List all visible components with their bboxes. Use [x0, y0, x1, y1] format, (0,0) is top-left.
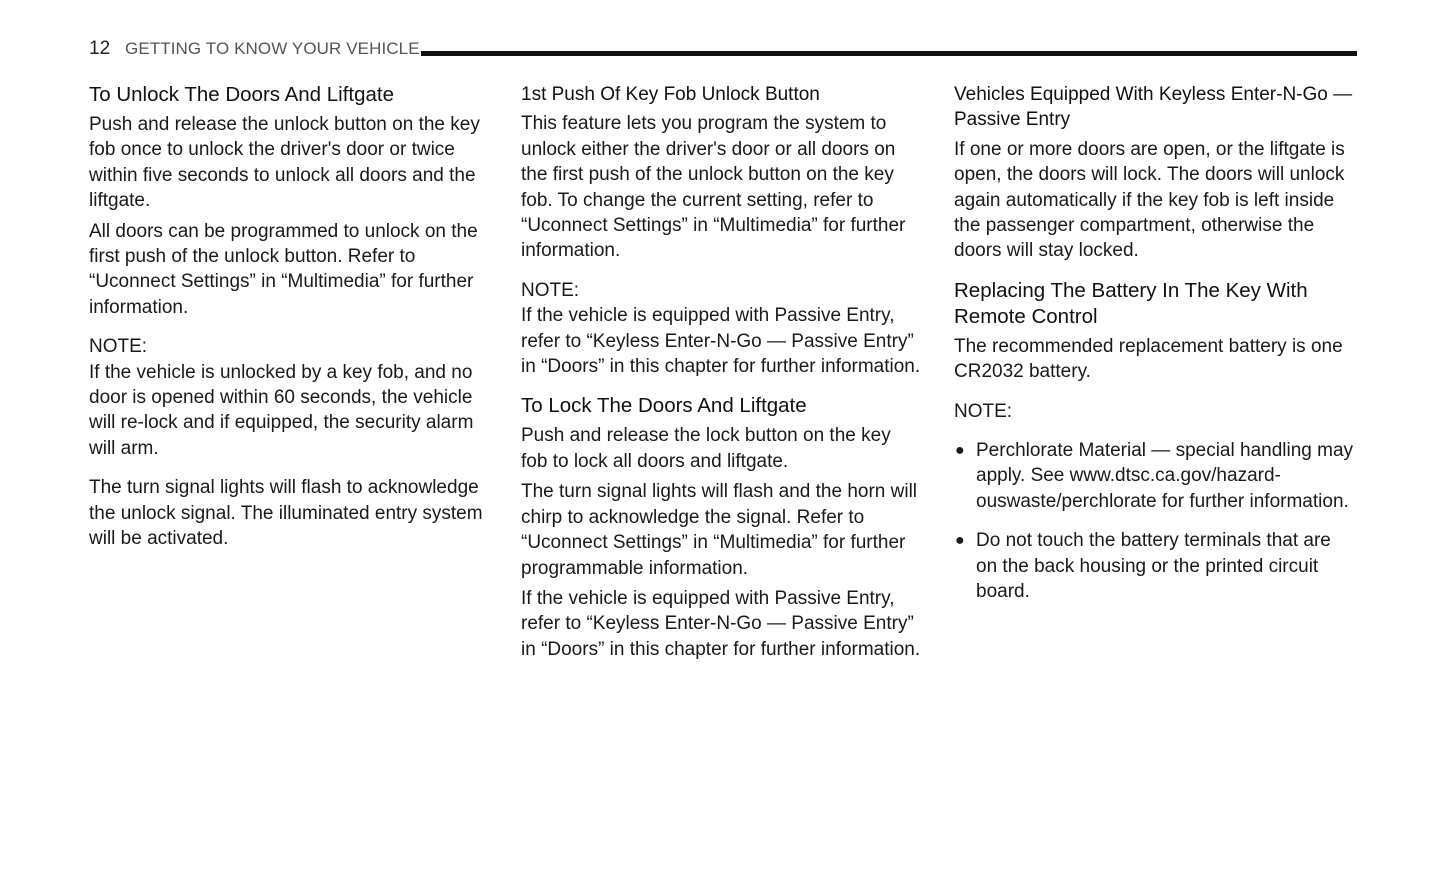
paragraph: If the vehicle is equipped with Passive Entry, refer to “Keyless Enter-N-Go — Passive Entry” in “Doors” in this chapter for further information.: [521, 587, 921, 660]
column-1: [89, 82, 489, 557]
subheading-keyless-enter-n-go: Vehicles Equipped With Keyless Enter-N-Go — Passive Entry: [954, 84, 1353, 131]
note-text: If the vehicle is equipped with Passive Entry, refer to “Keyless Enter-N-Go — Passive Entry” in “Doors” in this chapter for further information.: [521, 305, 921, 378]
paragraph: Push and release the lock button on the key fob to lock all doors and liftgate.: [521, 425, 891, 472]
bullet-icon: ●: [955, 532, 965, 550]
paragraph: Push and release the unlock button on the key fob once to unlock the driver's door or twice within five seconds to unlock all doors and the liftgate.: [89, 114, 480, 212]
subheading-first-push: 1st Push Of Key Fob Unlock Button: [521, 84, 820, 105]
note-text: If the vehicle is unlocked by a key fob, and no door is opened within 60 seconds, the vehicle will re-lock and if equipped, the security alarm will arm.: [89, 361, 474, 459]
page-header: [89, 38, 1357, 62]
paragraph: The turn signal lights will flash to acknowledge the unlock signal. The illuminated entry system will be activated.: [89, 477, 483, 550]
running-head: GETTING TO KNOW YOUR VEHICLE: [125, 39, 420, 58]
list-item: [954, 528, 1354, 604]
column-3: [954, 82, 1354, 619]
header-rule: [421, 51, 1357, 56]
list-item-text: Perchlorate Material — special handling may apply. See www.dtsc.ca.gov/hazardouswaste/perchlorate for further information.: [976, 440, 1354, 512]
bullet-icon: ●: [955, 442, 965, 460]
paragraph: This feature lets you program the system to unlock either the driver's door or all doors on the first push of the unlock button on the key fob. To change the current setting, refer to “Uconnect Settings” in “Multimedia” for further information.: [521, 113, 906, 262]
paragraph: If one or more doors are open, or the liftgate is open, the doors will lock. The doors will unlock again automatically if the key fob is left inside the passenger compartment, otherwise the doors will stay locked.: [954, 138, 1345, 262]
paragraph: The recommended replacement battery is one CR2032 battery.: [954, 335, 1343, 383]
heading-unlock-doors: To Unlock The Doors And Liftgate: [89, 83, 395, 106]
column-2: [521, 82, 921, 667]
note-label: NOTE:: [521, 279, 580, 301]
paragraph: The turn signal lights will flash and the horn will chirp to acknowledge the signal. Refer to “Uconnect Settings” in “Multimedia” for further programmable information.: [521, 481, 918, 579]
heading-replacing-battery: Replacing The Battery In The Key With Remote Control: [954, 278, 1308, 328]
note-bullet-list: [954, 438, 1354, 604]
paragraph: All doors can be programmed to unlock on the first push of the unlock button. Refer to “Uconnect Settings” in “Multimedia” for further information.: [89, 220, 478, 318]
list-item-text: Do not touch the battery terminals that are on the back housing or the printed circuit board.: [976, 530, 1331, 603]
list-item: [954, 438, 1354, 514]
note-label: NOTE:: [89, 336, 148, 358]
page-number: 12: [89, 38, 111, 59]
note-label: NOTE:: [954, 400, 1013, 422]
heading-lock-doors: To Lock The Doors And Liftgate: [521, 394, 807, 418]
